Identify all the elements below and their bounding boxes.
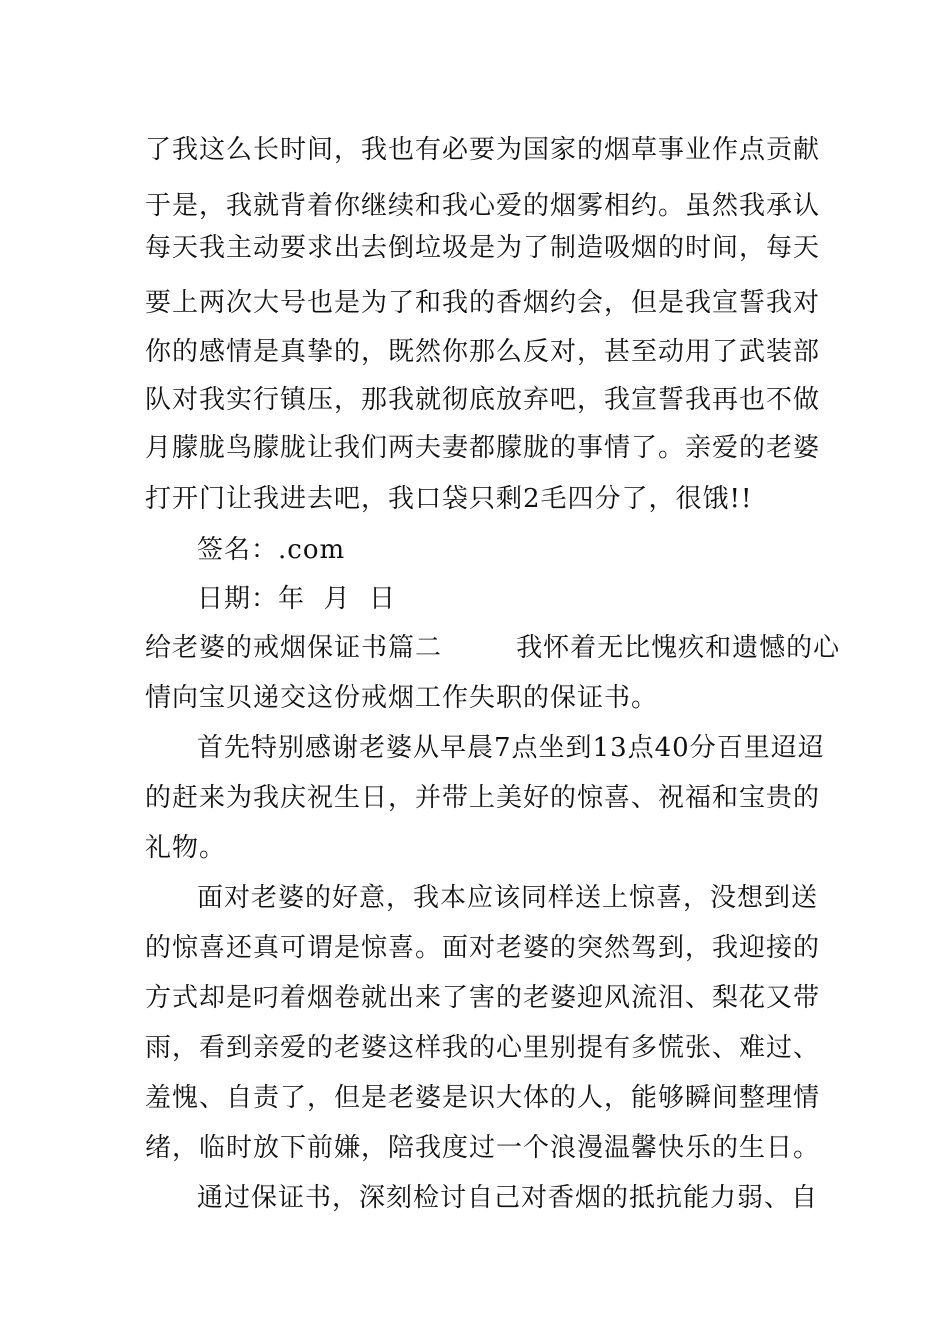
text-line: 情向宝贝递交这份戒烟工作失职的保证书。 — [145, 683, 659, 713]
date-line: 日期：年 月 日 — [197, 584, 397, 614]
text-line: 礼物。 — [145, 833, 227, 863]
text-line: 要上两次大号也是为了和我的香烟约会，但是我宣誓我对 — [145, 288, 821, 318]
text-line: 每天我主动要求出去倒垃圾是为了制造吸烟的时间，每天 — [145, 233, 821, 263]
text-line: 绪，临时放下前嫌，陪我度过一个浪漫温馨快乐的生日。 — [145, 1133, 821, 1163]
signature-line: 签名：.com — [197, 535, 346, 565]
text-line: 的赶来为我庆祝生日，并带上美好的惊喜、祝福和宝贵的 — [145, 783, 821, 813]
text-line: 你的感情是真挚的，既然你那么反对，甚至动用了武装部 — [145, 337, 821, 367]
text-line: 方式却是叼着烟卷就出来了害的老婆迎风流泪、梨花又带 — [145, 983, 821, 1013]
text-line: 羞愧、自责了，但是老婆是识大体的人，能够瞬间整理情 — [145, 1083, 821, 1113]
text-line: 打开门让我进去吧，我口袋只剩2毛四分了，很饿!! — [145, 484, 753, 514]
text-line: 月朦胧鸟朦胧让我们两夫妻都朦胧的事情了。亲爱的老婆 — [145, 433, 821, 463]
paragraph-start-line: 通过保证书，深刻检讨自己对香烟的抵抗能力弱、自 — [197, 1183, 819, 1213]
section-heading-line: 给老婆的戒烟保证书篇二 我怀着无比愧疚和遗憾的心 — [145, 633, 841, 663]
text-line: 队对我实行镇压，那我就彻底放弃吧，我宣誓我再也不做 — [145, 385, 821, 415]
text-line: 的惊喜还真可谓是惊喜。面对老婆的突然驾到，我迎接的 — [145, 933, 821, 963]
text-line: 了我这么长时间，我也有必要为国家的烟草事业作点贡献 — [145, 135, 821, 165]
text-line: 于是，我就背着你继续和我心爱的烟雾相约。虽然我承认 — [145, 191, 821, 221]
paragraph-start-line: 面对老婆的好意，我本应该同样送上惊喜，没想到送 — [197, 883, 819, 913]
paragraph-start-line: 首先特别感谢老婆从早晨7点坐到13点40分百里迢迢 — [197, 733, 825, 763]
text-line: 雨，看到亲爱的老婆这样我的心里别提有多慌张、难过、 — [145, 1033, 821, 1063]
